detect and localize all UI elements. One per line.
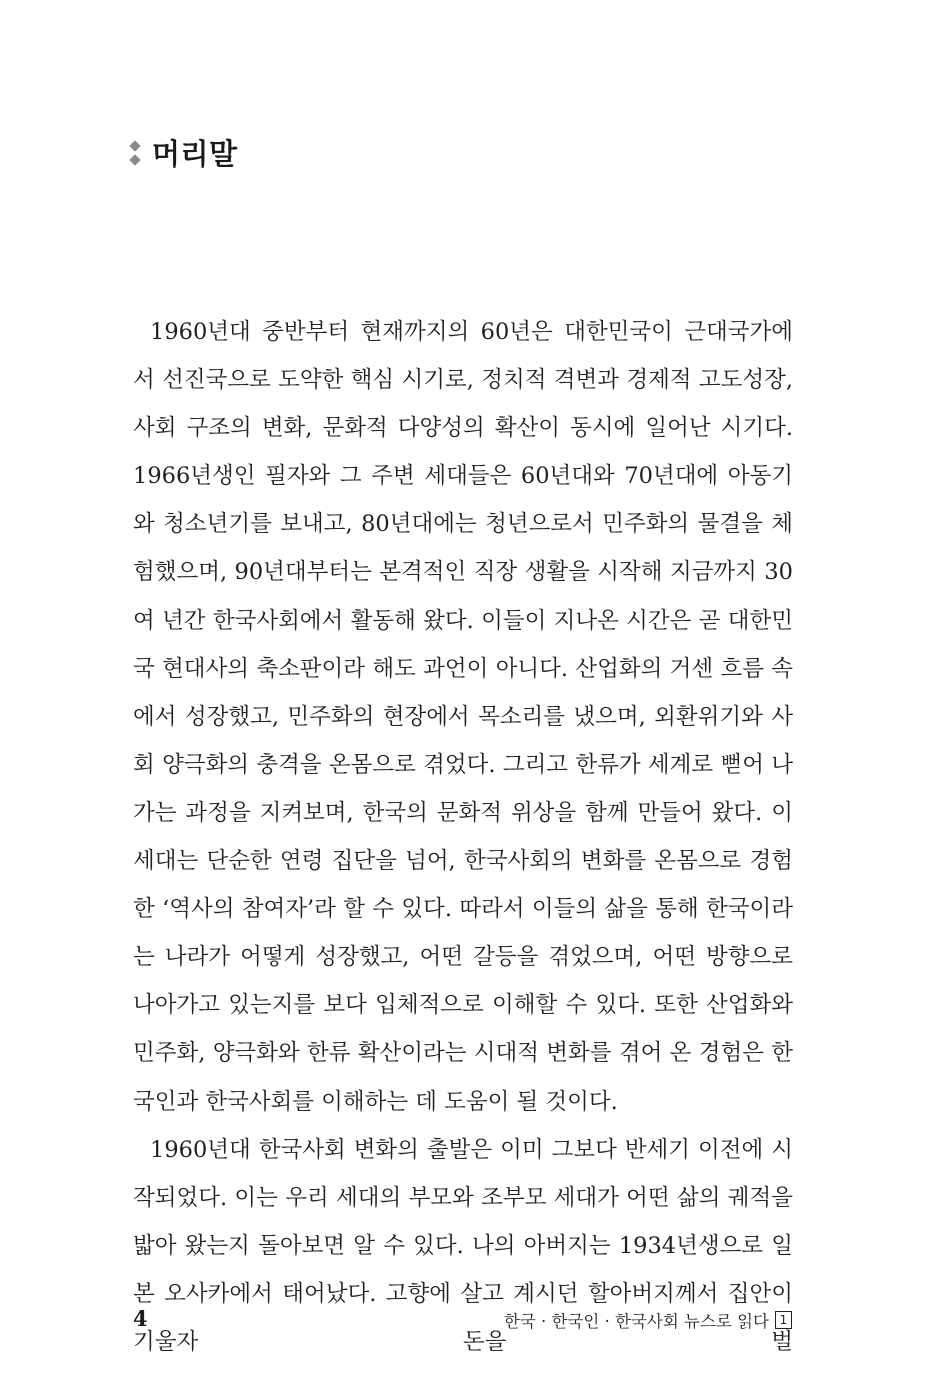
running-footer	[504, 1308, 792, 1332]
page-title: 머리말	[152, 136, 238, 171]
page-number: 4	[133, 1306, 148, 1331]
volume-badge: 1	[775, 1311, 792, 1329]
paragraph: 1960년대 한국사회 변화의 출발은 이미 그보다 반세기 이전에 시작되었다. 이는 우리 세대의 부모와 조부모 세대가 어떤 삶의 궤적을 밟아 왔는지 돌아보면 알 수 있다. 나의 아버지는 1934년생으로 일본 오사카에서 태어났다. 고향에 살고 계시던 할아버지께서 집안이 기울자 돈을 벌	[133, 1136, 793, 1355]
paragraph: 1960년대 중반부터 현재까지의 60년은 대한민국이 근대국가에서 선진국으로 도약한 핵심 시기로, 정치적 격변과 경제적 고도성장, 사회 구조의 변화, 문화적 다양성의 확산이 동시에 일어난 시기다. 1966년생인 필자와 그 주변 세대들은 60년대와 70년대에 아동기와 청소년기를 보내고, 80년대에는 청년으로서 민주화의 물결을 체험했으며, 90년대부터는 본격적인 직장 생활을 시작해 지금까지 30여 년간 한국사회에서 활동해 왔다. 이들이 지나온 시간은 곧 대한민국 현대사의 축소판이라 해도 과언이 아니다. 산업화의 거센 흐름 속에서 성장했고, 민주화의 현장에서 목소리를 냈으며, 외환위기와 사회 양극화의 충격을 온몸으로 겪었다. 그리고 한류가 세계로 뻗어 나가는 과정을 지켜보며, 한국의 문화적 위상을 함께 만들어 왔다. 이 세대는 단순한 연령 집단을 넘어, 한국사회의 변화를 온몸으로 경험한 ‘역사의 참여자’라 할 수 있다. 따라서 이들의 삶을 통해 한국이라는 나라가 어떻게 성장했고, 어떤 갈등을 겪었으며, 어떤 방향으로 나아가고 있는지를 보다 입체적으로 이해할 수 있다. 또한 산업화와 민주화, 양극화와 한류 확산이라는 시대적 변화를 겪어 온 경험은 한국인과 한국사회를 이해하는 데 도움이 될 것이다.	[133, 319, 793, 1115]
section-heading	[130, 128, 238, 176]
diamond-bullet-icon	[130, 135, 142, 169]
book-title: 한국 · 한국인 · 한국사회 뉴스로 읽다	[503, 1312, 769, 1331]
body-text	[133, 308, 793, 1366]
